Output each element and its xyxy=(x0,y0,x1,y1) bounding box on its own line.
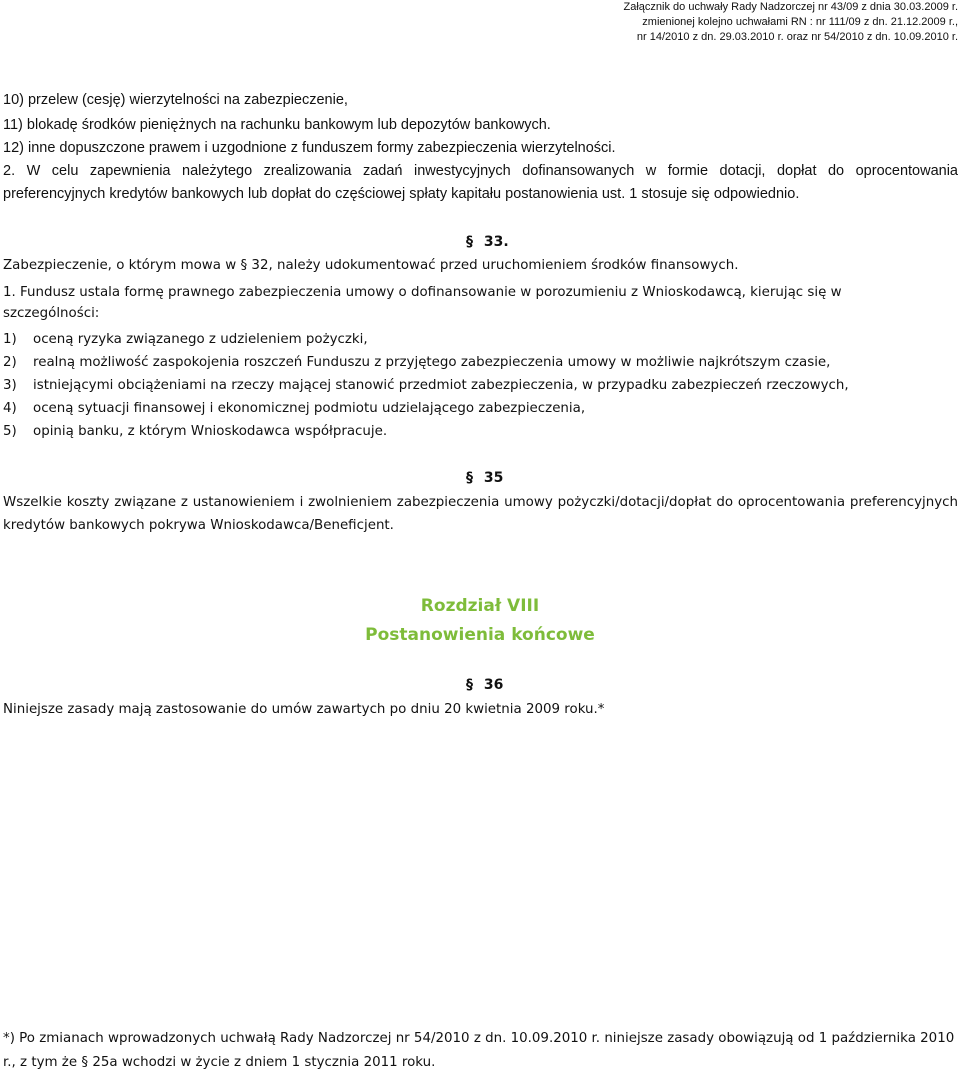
intro-text-end: 32, należy udokumentować przed uruchomieniem środków finansowych. xyxy=(251,258,739,273)
footnote xyxy=(3,1027,958,1075)
page-header xyxy=(418,0,958,45)
chapter-title: Rozdział VIII xyxy=(420,596,540,616)
intro-text: Zabezpieczenie, o którym mowa w xyxy=(3,258,237,273)
footnote-text-end: 25a wchodzi w życie z dniem 1 stycznia 2011 roku. xyxy=(92,1055,436,1070)
item-text: oceną ryzyka związanego z udzieleniem pożyczki, xyxy=(33,332,368,347)
footnote-text: *) Po zmianach wprowadzonych uchwałą Rady Nadzorczej nr 54/2010 z dn. 10.09.2010 r. niniejsze zasady obowiązują od 1 października 2010 r., z tym że xyxy=(3,1031,955,1070)
section-number: 33. xyxy=(483,234,509,250)
section-35-heading xyxy=(466,470,503,486)
paragraph-2: 2. W celu zapewnienia należytego zrealizowania zadań inwestycyjnych dofinansowanych w formie dotacji, dopłat do oprocentowania preferencyjnych kredytów bankowych lub dopłat do częściowej spłaty kapitału postanowienia ust. 1 stosuje się odpowiednio. xyxy=(3,163,958,202)
item-text: realną możliwość zaspokojenia roszczeń Funduszu z przyjętego zabezpieczenia umowy w możliwie najkrótszym czasie, xyxy=(33,355,831,370)
section-33-intro xyxy=(3,258,738,273)
item-text: opinią banku, z którym Wnioskodawca współpracuje. xyxy=(33,424,388,439)
ref-section-symbol: § xyxy=(240,258,248,273)
header-line-1: Załącznik do uchwały Rady Nadzorczej nr 43/09 z dnia 30.03.2009 r. xyxy=(623,1,958,13)
list-item xyxy=(3,355,830,370)
item-text: oceną sytuacji finansowej i ekonomicznej podmiotu udzielającego zabezpieczenia, xyxy=(33,401,586,416)
item-number: 2) xyxy=(3,355,17,370)
footnote-section-symbol: § xyxy=(81,1055,89,1070)
item-number: 4) xyxy=(3,401,17,416)
list-item xyxy=(3,332,368,347)
list-item-10: 10) przelew (cesję) wierzytelności na zabezpieczenie, xyxy=(3,92,348,108)
item-text: istniejącymi obciążeniami na rzeczy mającej stanowić przedmiot zabezpieczenia, w przypadku zabezpieczeń rzeczowych, xyxy=(33,378,849,393)
header-line-2: zmienionej kolejno uchwałami RN : nr 111/09 z dn. 21.12.2009 r., xyxy=(642,16,958,28)
section-36-heading xyxy=(466,677,503,693)
section-symbol: § xyxy=(466,234,473,250)
section-33-heading xyxy=(466,234,509,250)
list-item xyxy=(3,378,849,393)
section-symbol: § xyxy=(466,677,473,693)
section-symbol: § xyxy=(466,470,473,486)
section-33-p1-line1: 1. Fundusz ustala formę prawnego zabezpieczenia umowy o dofinansowanie w porozumieniu z Wnioskodawcą, kierując się w xyxy=(3,285,842,300)
section-35-text: Wszelkie koszty związane z ustanowieniem i zwolnieniem zabezpieczenia umowy pożyczki/dotacji/dopłat do oprocentowania preferencyjnych kredytów bankowych pokrywa Wnioskodawca/Beneficjent. xyxy=(3,495,958,533)
section-33-p1-line2: szczególności: xyxy=(3,306,100,321)
list-item xyxy=(3,424,387,439)
chapter-subtitle: Postanowienia końcowe xyxy=(365,625,595,645)
list-item xyxy=(3,401,585,416)
list-item-12: 12) inne dopuszczone prawem i uzgodnione z funduszem formy zabezpieczenia wierzytelności. xyxy=(3,140,616,156)
section-number: 36 xyxy=(483,677,504,693)
item-number: 3) xyxy=(3,378,17,393)
section-number: 35 xyxy=(483,470,504,486)
list-item-11: 11) blokadę środków pieniężnych na rachunku bankowym lub depozytów bankowych. xyxy=(3,117,551,133)
section-36-text: Niniejsze zasady mają zastosowanie do umów zawartych po dniu 20 kwietnia 2009 roku.* xyxy=(3,702,605,717)
header-line-3: nr 14/2010 z dn. 29.03.2010 r. oraz nr 54/2010 z dn. 10.09.2010 r. xyxy=(636,31,958,43)
item-number: 5) xyxy=(3,424,17,439)
item-number: 1) xyxy=(3,332,17,347)
